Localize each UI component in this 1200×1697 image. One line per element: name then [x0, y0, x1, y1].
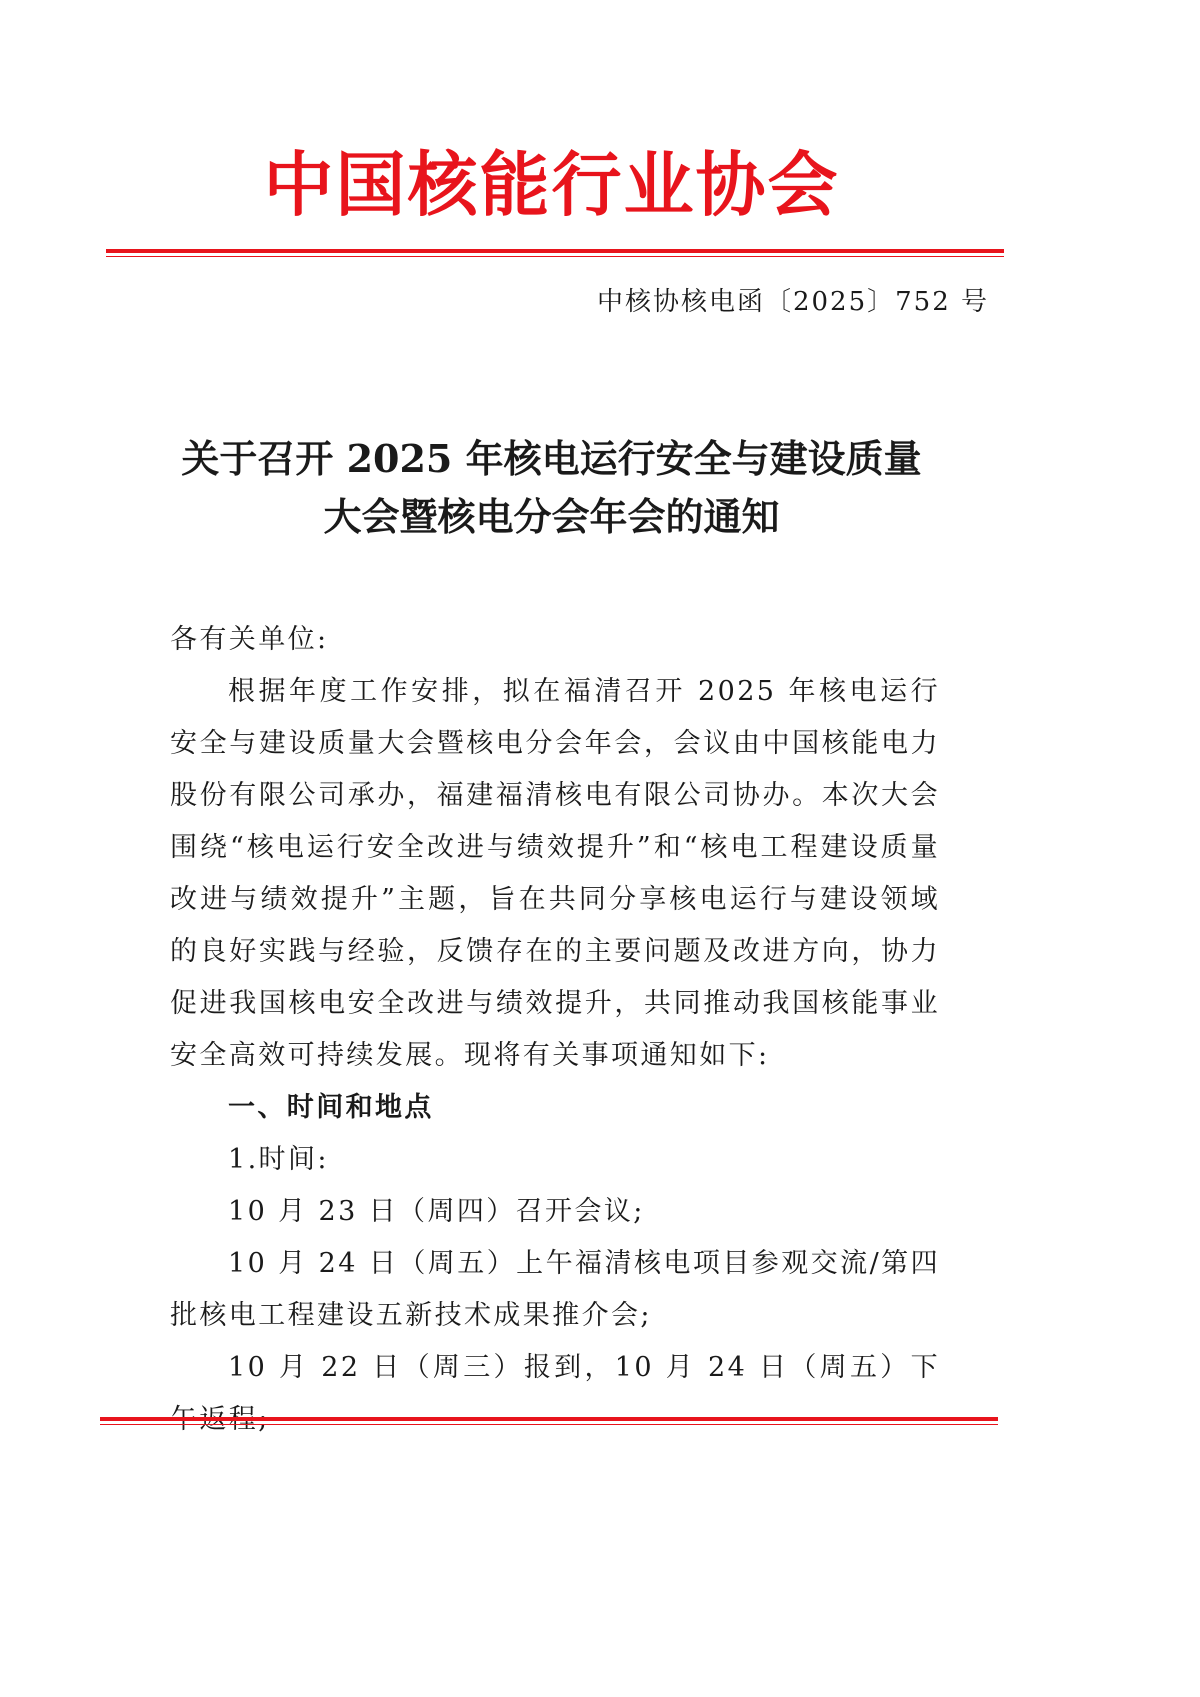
- schedule-item-site-visit: 10 月 24 日（周五）上午福清核电项目参观交流/第四批核电工程建设五新技术成果推介会;: [170, 1248, 940, 1331]
- letterhead-red-divider: [106, 249, 1004, 257]
- letterhead-organization: 中国核能行业协会: [263, 144, 840, 226]
- intro-paragraph: 根据年度工作安排，拟在福清召开 2025 年核电运行安全与建设质量大会暨核电分会年会，会议由中国核能电力股份有限公司承办，福建福清核电有限公司协办。本次大会围绕“核电运行安全改进与绩效提升”和“核电工程建设质量改进与绩效提升”主题，旨在共同分享核电运行与建设领域的良好实践与经验，反馈存在的主要问题及改进方向，协力促进我国核电安全改进与绩效提升，共同推动我国核能事业安全高效可持续发展。现将有关事项通知如下:: [170, 676, 940, 1071]
- document-number: 中核协核电函〔2025〕752 号: [596, 287, 989, 317]
- item-time-label: 1.时间:: [228, 1144, 329, 1175]
- notice-body: [170, 614, 940, 1446]
- footer-red-divider: [100, 1417, 998, 1425]
- section-heading-time-and-place: 一、时间和地点: [228, 1092, 434, 1123]
- notice-title-line-1: 关于召开 2025 年核电运行安全与建设质量: [181, 436, 922, 481]
- schedule-item-meeting: 10 月 23 日（周四）召开会议;: [228, 1196, 645, 1227]
- notice-title: [0, 430, 1103, 546]
- salutation: 各有关单位:: [170, 624, 329, 655]
- notice-title-line-2: 大会暨核电分会年会的通知: [323, 494, 780, 539]
- schedule-item-check-in-return: 10 月 22 日（周三）报到，10 月 24 日（周五）下午返程;: [170, 1352, 940, 1435]
